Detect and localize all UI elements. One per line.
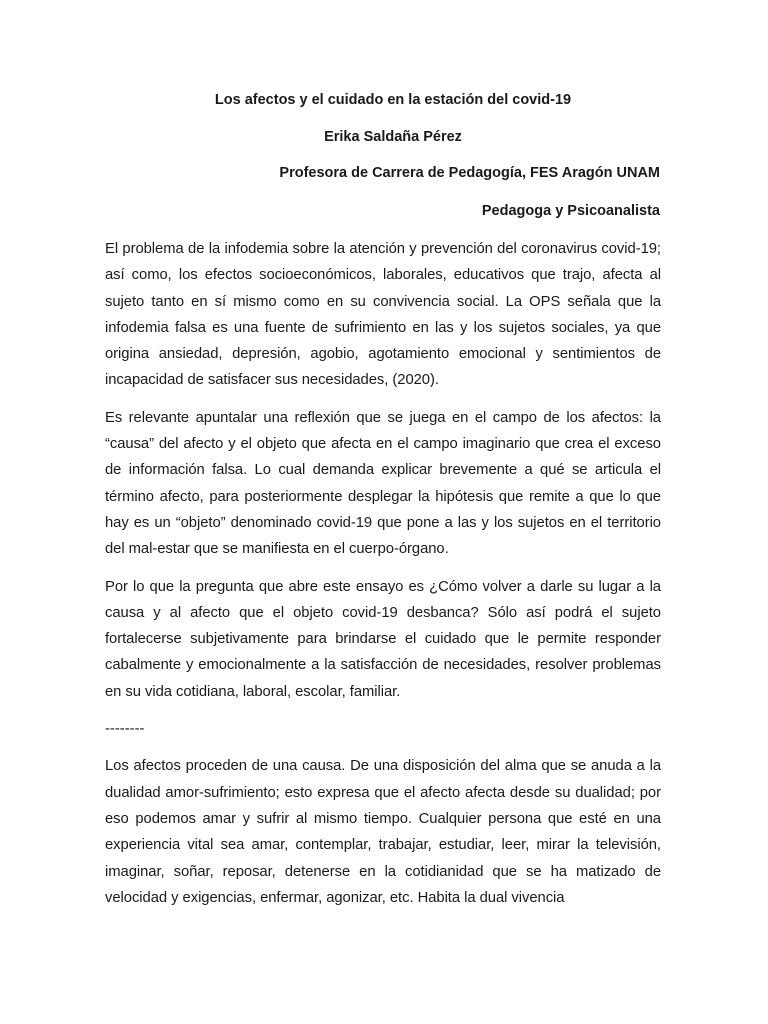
paragraph-3: Por lo que la pregunta que abre este ensayo es ¿Cómo volver a darle su lugar a la causa y al afecto que el objeto covid-19 desbanca? Sólo así podrá el sujeto fortalecerse subjetivamente para brindarse el cuidado que le permite responder cabalmente y emocionalmente a la satisfacción de necesidades, resolver problemas en su vida cotidiana, laboral, escolar, familiar. — [105, 578, 661, 700]
document-title: Los afectos y el cuidado en la estación del covid-19 — [214, 92, 572, 108]
author-role: Pedagoga y Psicoanalista — [481, 203, 660, 219]
section-separator: -------- — [105, 721, 145, 738]
document-author: Erika Saldaña Pérez — [324, 129, 462, 145]
document-body — [105, 236, 661, 922]
paragraph-4: Los afectos proceden de una causa. De una disposición del alma que se anuda a la dualidad amor-sufrimiento; esto expresa que el afecto afecta desde su dualidad; por eso podemos amar y sufrir al mismo tiempo. Cualquier persona que esté en una experiencia vital sea amar, contemplar, trabajar, estudiar, leer, mirar la televisión, imaginar, soñar, reposar, detenerse en la cotidianidad que se ha matizado de velocidad y exigencias, enfermar, agonizar, etc. Habita la dual vivencia — [105, 758, 661, 906]
author-affiliation: Profesora de Carrera de Pedagogía, FES Aragón UNAM — [279, 165, 660, 181]
paragraph-2: Es relevante apuntalar una reflexión que se juega en el campo de los afectos: la “causa” del afecto y el objeto que afecta en el campo imaginario que crea el exceso de información falsa. Lo cual demanda explicar brevemente a qué se articula el término afecto, para posteriormente desplegar la hipótesis que remite a que lo que hay es un “objeto” denominado covid-19 que pone a las y los sujetos en el territorio del mal-estar que se manifiesta en el cuerpo-órgano. — [105, 409, 661, 558]
paragraph-1: El problema de la infodemia sobre la atención y prevención del coronavirus covid-19; así como, los efectos socioeconómicos, laborales, educativos que trajo, afecta al sujeto tanto en sí mismo como en su convivencia social. La OPS señala que la infodemia falsa es una fuente de sufrimiento en las y los sujetos sociales, ya que origina ansiedad, depresión, agobio, agotamiento emocional y sentimientos de incapacidad de satisfacer sus necesidades, (2020). — [105, 241, 661, 389]
